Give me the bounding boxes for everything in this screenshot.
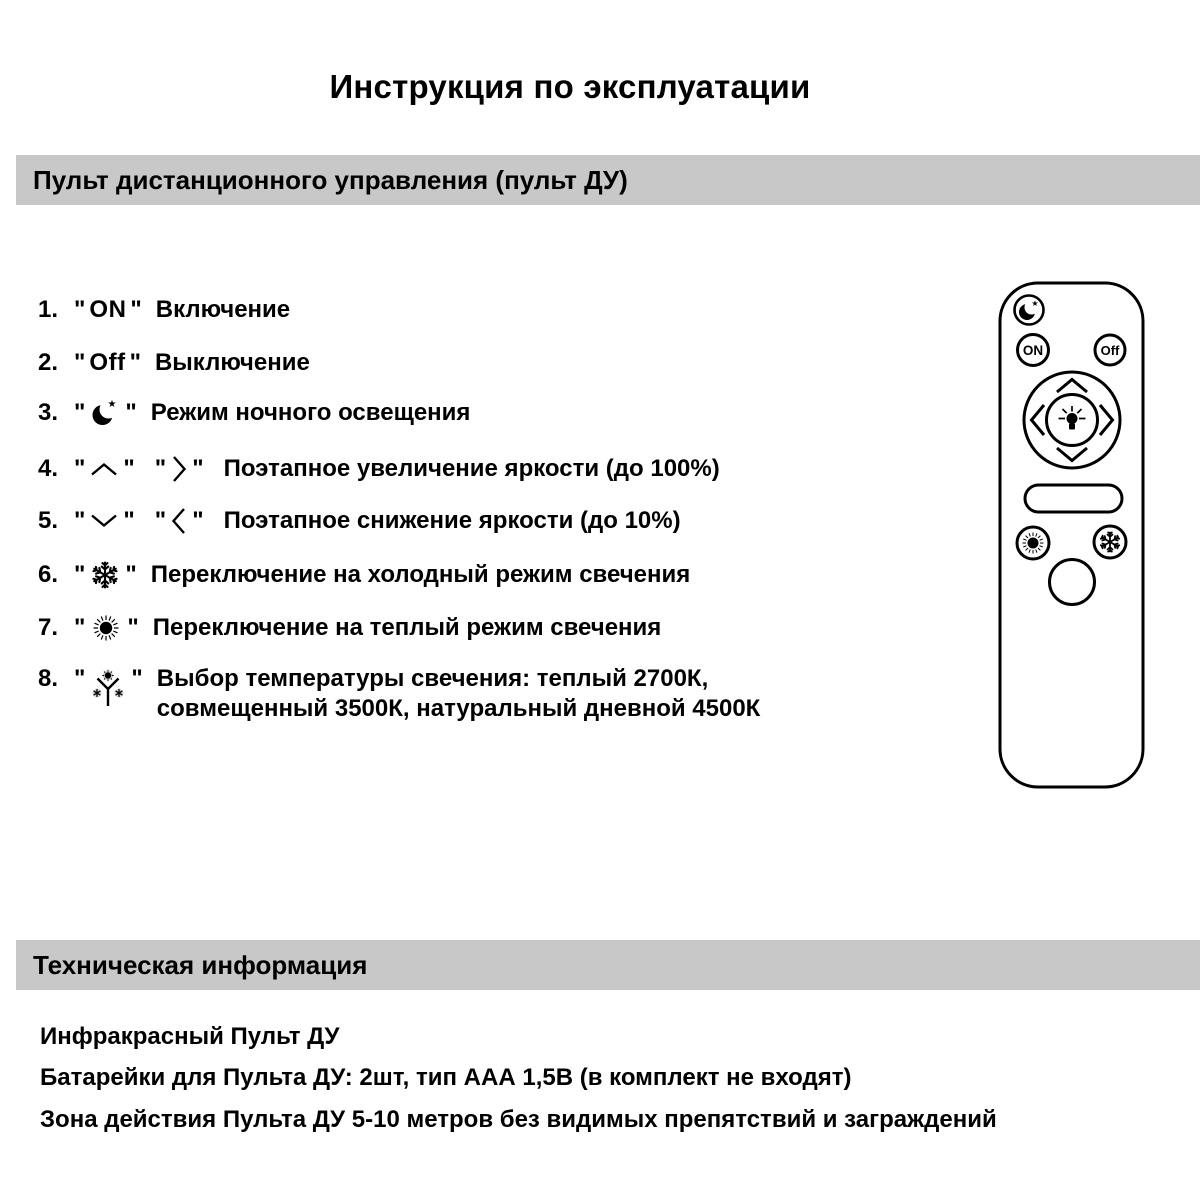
remote-on-button — [1018, 335, 1049, 366]
item-number: 1. — [38, 296, 59, 323]
chevron-right-icon — [170, 453, 188, 485]
item-description: Поэтапное снижение яркости (до 10%) — [223, 507, 681, 534]
quote-mark: " — [129, 349, 141, 376]
instruction-item-5 — [38, 505, 681, 537]
chevron-left-icon — [170, 505, 188, 537]
remote-night-mode-button — [1015, 296, 1044, 325]
item-description: Переключение на холодный режим свечения — [150, 561, 691, 588]
instruction-item-3 — [38, 397, 470, 429]
remote-bottom-button — [1050, 560, 1095, 605]
key-label-off: Off — [89, 349, 126, 376]
item-description: Выключение — [154, 349, 310, 376]
quote-mark: " — [74, 399, 86, 426]
section-header-remote-label: Пульт дистанционного управления (пульт ДУ) — [33, 164, 628, 195]
item-description: Поэтапное увеличение яркости (до 100%) — [223, 455, 720, 482]
chevron-down-icon — [89, 512, 119, 530]
chevron-up-icon — [89, 460, 119, 478]
item-number: 3. — [38, 399, 59, 426]
remote-control-illustration — [995, 276, 1150, 791]
section-header-remote — [16, 155, 1200, 205]
quote-mark: " — [123, 455, 135, 482]
item-description-line1: Выбор температуры свечения: теплый 2700К, — [156, 665, 709, 692]
instruction-item-8 — [38, 664, 760, 724]
section-header-tech-label: Техническая информация — [33, 949, 368, 980]
item-description-line2: совмещенный 3500К, натуральный дневной 4500К — [156, 695, 761, 722]
quote-mark: " — [74, 614, 86, 641]
quote-mark: " — [154, 455, 167, 482]
item-number: 7. — [38, 614, 59, 641]
quote-mark: " — [130, 296, 142, 323]
quote-mark: " — [74, 349, 86, 376]
quote-mark: " — [192, 507, 204, 534]
item-number: 6. — [38, 561, 59, 588]
instruction-item-1 — [38, 296, 290, 324]
svg-text:Off: Off — [1100, 342, 1120, 358]
instruction-item-6 — [38, 559, 690, 591]
section-header-tech — [16, 940, 1200, 990]
item-description: Режим ночного освещения — [150, 399, 471, 426]
quote-mark: " — [127, 614, 139, 641]
quote-mark: " — [131, 665, 143, 692]
night-mode-icon — [89, 397, 121, 429]
quote-mark: " — [123, 507, 135, 534]
tech-info-line-1: Инфракрасный Пульт ДУ — [40, 1023, 340, 1050]
color-temperature-icon — [89, 669, 127, 709]
tech-info-line-3: Зона действия Пульта ДУ 5-10 метров без видимых препятствий и заграждений — [40, 1106, 997, 1133]
quote-mark: " — [125, 561, 137, 588]
quote-mark: " — [154, 507, 167, 534]
sun-icon — [89, 611, 123, 645]
instruction-item-7 — [38, 611, 661, 645]
instruction-item-2 — [38, 349, 310, 377]
svg-text:ON: ON — [1022, 343, 1044, 358]
remote-off-button — [1095, 335, 1125, 365]
quote-mark: " — [74, 665, 86, 692]
quote-mark: " — [74, 455, 86, 482]
item-number: 8. — [38, 665, 59, 692]
item-description: Переключение на теплый режим свечения — [152, 614, 662, 641]
svg-text:★: ★ — [107, 399, 117, 410]
svg-text:★: ★ — [1031, 299, 1039, 308]
item-number: 2. — [38, 349, 59, 376]
key-label-on: ON — [89, 296, 127, 323]
quote-mark: " — [192, 455, 204, 482]
remote-dpad — [1024, 372, 1120, 468]
tech-info-line-2: Батарейки для Пульта ДУ: 2шт, тип ААА 1,5В (в комплект не входят) — [40, 1064, 852, 1091]
page-title: Инструкция по эксплуатации — [329, 68, 811, 105]
item-description — [157, 664, 761, 724]
instruction-item-4 — [38, 453, 720, 485]
remote-pill-button — [1025, 485, 1122, 512]
item-description: Включение — [155, 296, 291, 323]
item-number: 4. — [38, 455, 59, 482]
quote-mark: " — [74, 561, 86, 588]
item-number: 5. — [38, 507, 59, 534]
quote-mark: " — [125, 399, 137, 426]
remote-warm-button — [1017, 527, 1049, 559]
snowflake-icon — [89, 559, 121, 591]
remote-cold-button — [1094, 526, 1126, 558]
quote-mark: " — [74, 507, 86, 534]
quote-mark: " — [74, 296, 86, 323]
